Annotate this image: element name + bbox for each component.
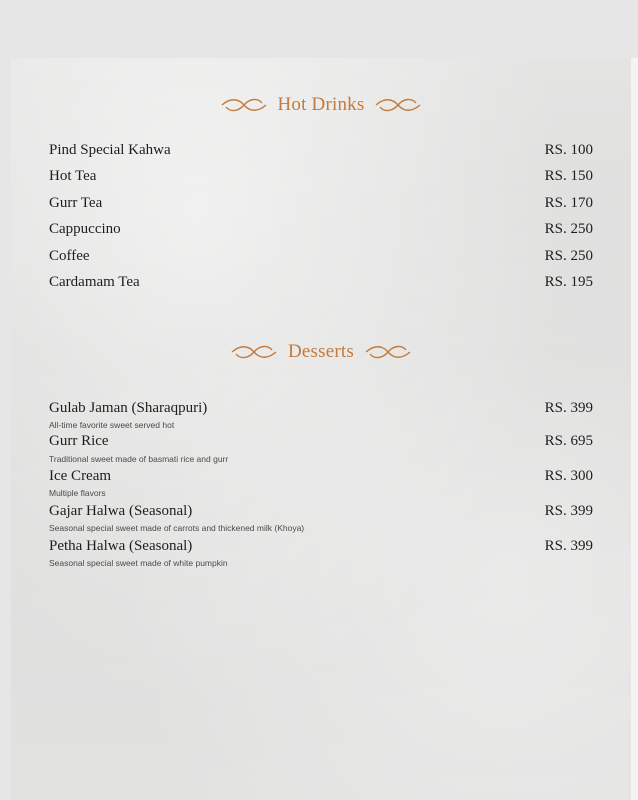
list-item: [49, 468, 593, 485]
item-name: Gajar Halwa (Seasonal): [49, 503, 193, 519]
item-price: RS. 399: [544, 400, 593, 416]
item-price: RS. 300: [544, 468, 593, 484]
item-description: Seasonal special sweet made of white pumpkin: [49, 558, 228, 568]
list-item: [49, 538, 593, 555]
item-name: Coffee: [49, 248, 90, 264]
item-price: RS. 399: [544, 538, 593, 554]
item-name: Hot Tea: [49, 168, 97, 184]
item-price: RS. 695: [544, 433, 593, 449]
desserts-header: [11, 341, 631, 363]
item-price: RS. 150: [544, 168, 593, 184]
item-name: Gulab Jaman (Sharaqpuri): [49, 400, 208, 416]
item-name: Cardamam Tea: [49, 274, 140, 290]
list-item: [49, 142, 593, 159]
item-name: Pind Special Kahwa: [49, 142, 171, 158]
item-name: Petha Halwa (Seasonal): [49, 538, 193, 554]
item-price: RS. 195: [544, 274, 593, 290]
page-edge: [631, 58, 638, 800]
list-item: [49, 503, 593, 520]
list-item: [49, 400, 593, 417]
flourish-right-icon: [364, 343, 412, 361]
item-price: RS. 250: [544, 248, 593, 264]
item-description: Seasonal special sweet made of carrots and thickened milk (Khoya): [49, 523, 305, 533]
list-item: [49, 221, 593, 238]
list-item: [49, 433, 593, 450]
list-item: [49, 168, 593, 185]
section-title-desserts: Desserts: [288, 341, 354, 362]
item-name: Ice Cream: [49, 468, 112, 484]
list-item: [49, 248, 593, 265]
item-description: Traditional sweet made of basmati rice and gurr: [49, 454, 229, 464]
item-price: RS. 250: [544, 221, 593, 237]
flourish-right-icon: [374, 96, 422, 114]
item-name: Cappuccino: [49, 221, 121, 237]
item-name: Gurr Rice: [49, 433, 109, 449]
item-price: RS. 100: [544, 142, 593, 158]
item-description: All-time favorite sweet served hot: [49, 420, 175, 430]
menu-page: [11, 58, 631, 800]
list-item: [49, 195, 593, 212]
item-name: Gurr Tea: [49, 195, 103, 211]
section-title-hot-drinks: Hot Drinks: [277, 94, 365, 115]
list-item: [49, 274, 593, 291]
item-price: RS. 170: [544, 195, 593, 211]
flourish-left-icon: [230, 343, 278, 361]
item-price: RS. 399: [544, 503, 593, 519]
hot-drinks-header: [11, 94, 631, 116]
item-description: Multiple flavors: [49, 488, 106, 498]
flourish-left-icon: [220, 96, 268, 114]
